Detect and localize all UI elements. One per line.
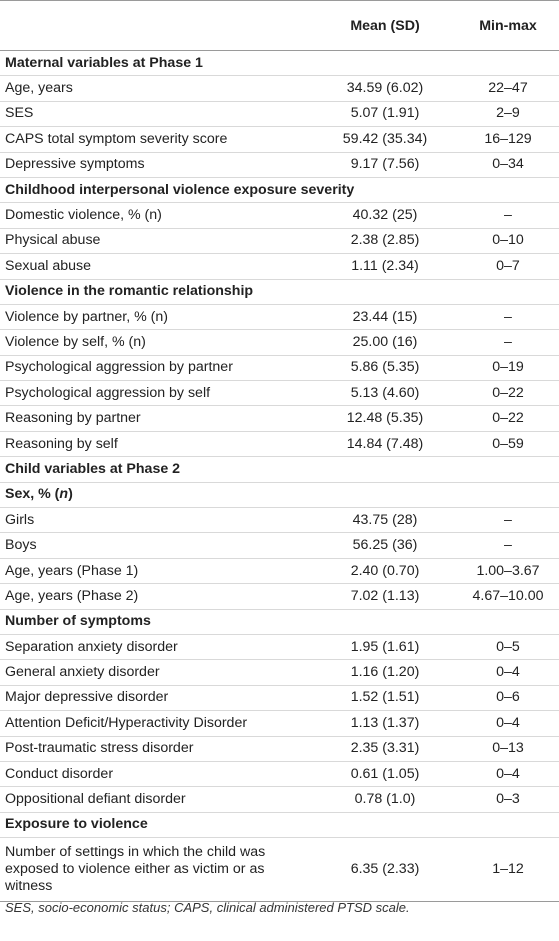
row-min-max: 0–5 xyxy=(457,634,559,659)
section-title-part: ) xyxy=(68,486,73,503)
section-row xyxy=(0,457,559,482)
section-row xyxy=(0,482,559,507)
row-mean-sd: 5.86 (5.35) xyxy=(313,355,457,380)
section-title: Number of symptoms xyxy=(0,609,559,634)
row-mean-sd: 5.13 (4.60) xyxy=(313,381,457,406)
row-min-max: 0–19 xyxy=(457,355,559,380)
row-mean-sd: 1.11 (2.34) xyxy=(313,254,457,279)
section-row xyxy=(0,609,559,634)
row-label: Attention Deficit/Hyperactivity Disorder xyxy=(0,711,313,736)
row-min-max: 0–4 xyxy=(457,761,559,786)
table-footnote: SES, socio-economic status; CAPS, clinical administered PTSD scale. xyxy=(5,900,410,915)
row-label: Physical abuse xyxy=(0,228,313,253)
table-body xyxy=(0,51,559,902)
row-min-max: 0–22 xyxy=(457,381,559,406)
row-min-max: 0–59 xyxy=(457,431,559,456)
row-mean-sd: 1.13 (1.37) xyxy=(313,711,457,736)
row-label: Age, years (Phase 2) xyxy=(0,584,313,609)
row-label: Boys xyxy=(0,533,313,558)
table-row xyxy=(0,761,559,786)
row-mean-sd: 0.78 (1.0) xyxy=(313,787,457,812)
row-mean-sd: 2.35 (3.31) xyxy=(313,736,457,761)
row-min-max: – xyxy=(457,330,559,355)
row-label: Girls xyxy=(0,508,313,533)
row-label: Separation anxiety disorder xyxy=(0,634,313,659)
row-min-max: 0–7 xyxy=(457,254,559,279)
table-row xyxy=(0,101,559,126)
row-mean-sd: 34.59 (6.02) xyxy=(313,76,457,101)
row-mean-sd: 43.75 (28) xyxy=(313,508,457,533)
row-min-max: 2–9 xyxy=(457,101,559,126)
table-row xyxy=(0,152,559,177)
header-variable xyxy=(0,1,313,51)
row-min-max: – xyxy=(457,508,559,533)
row-mean-sd: 2.40 (0.70) xyxy=(313,558,457,583)
row-mean-sd: 1.16 (1.20) xyxy=(313,660,457,685)
table-row xyxy=(0,381,559,406)
section-row xyxy=(0,177,559,202)
table-row xyxy=(0,508,559,533)
section-title: Child variables at Phase 2 xyxy=(0,457,559,482)
section-title-italic: n xyxy=(59,486,69,503)
row-mean-sd: 9.17 (7.56) xyxy=(313,152,457,177)
header-min-max: Min-max xyxy=(457,1,559,51)
row-mean-sd: 40.32 (25) xyxy=(313,203,457,228)
row-min-max: – xyxy=(457,533,559,558)
row-mean-sd: 1.95 (1.61) xyxy=(313,634,457,659)
table-row xyxy=(0,355,559,380)
table-row xyxy=(0,736,559,761)
table-row xyxy=(0,304,559,329)
table-row xyxy=(0,203,559,228)
row-label: Major depressive disorder xyxy=(0,685,313,710)
row-label: Age, years (Phase 1) xyxy=(0,558,313,583)
row-min-max: 4.67–10.00 xyxy=(457,584,559,609)
section-title: Maternal variables at Phase 1 xyxy=(0,51,559,76)
row-min-max: 22–47 xyxy=(457,76,559,101)
row-mean-sd: 25.00 (16) xyxy=(313,330,457,355)
row-min-max: 1.00–3.67 xyxy=(457,558,559,583)
row-label: Age, years xyxy=(0,76,313,101)
table-row xyxy=(0,431,559,456)
row-mean-sd: 5.07 (1.91) xyxy=(313,101,457,126)
table-row xyxy=(0,228,559,253)
row-mean-sd: 6.35 (2.33) xyxy=(313,838,457,902)
row-mean-sd: 56.25 (36) xyxy=(313,533,457,558)
table-row xyxy=(0,584,559,609)
row-min-max: 0–22 xyxy=(457,406,559,431)
table-row xyxy=(0,254,559,279)
section-title: Exposure to violence xyxy=(0,812,559,837)
table-row xyxy=(0,660,559,685)
section-title xyxy=(0,482,559,507)
row-label: Psychological aggression by self xyxy=(0,381,313,406)
row-mean-sd: 7.02 (1.13) xyxy=(313,584,457,609)
section-row xyxy=(0,812,559,837)
section-row xyxy=(0,279,559,304)
row-label: CAPS total symptom severity score xyxy=(0,127,313,152)
section-title: Violence in the romantic relationship xyxy=(0,279,559,304)
row-label: Psychological aggression by partner xyxy=(0,355,313,380)
row-mean-sd: 12.48 (5.35) xyxy=(313,406,457,431)
header-mean-sd: Mean (SD) xyxy=(313,1,457,51)
row-min-max: 0–4 xyxy=(457,711,559,736)
row-mean-sd: 14.84 (7.48) xyxy=(313,431,457,456)
section-title: Childhood interpersonal violence exposure severity xyxy=(0,177,559,202)
row-label: Post-traumatic stress disorder xyxy=(0,736,313,761)
table-row xyxy=(0,685,559,710)
row-label: Reasoning by self xyxy=(0,431,313,456)
row-label: Reasoning by partner xyxy=(0,406,313,431)
row-min-max: 0–6 xyxy=(457,685,559,710)
table-row xyxy=(0,634,559,659)
row-label: Oppositional defiant disorder xyxy=(0,787,313,812)
table-row xyxy=(0,330,559,355)
table-row xyxy=(0,533,559,558)
row-label: Domestic violence, % (n) xyxy=(0,203,313,228)
table-row xyxy=(0,406,559,431)
table-row xyxy=(0,127,559,152)
table-row xyxy=(0,838,559,902)
row-min-max: 0–4 xyxy=(457,660,559,685)
header-row xyxy=(0,1,559,51)
row-label: Sexual abuse xyxy=(0,254,313,279)
row-min-max: 0–3 xyxy=(457,787,559,812)
row-label: General anxiety disorder xyxy=(0,660,313,685)
row-mean-sd: 1.52 (1.51) xyxy=(313,685,457,710)
row-min-max: – xyxy=(457,304,559,329)
row-label: Violence by self, % (n) xyxy=(0,330,313,355)
table-row xyxy=(0,558,559,583)
section-title-part: Sex, % ( xyxy=(5,486,60,503)
table-row xyxy=(0,76,559,101)
row-label: Conduct disorder xyxy=(0,761,313,786)
row-label: Violence by partner, % (n) xyxy=(0,304,313,329)
table-row xyxy=(0,711,559,736)
row-min-max: 0–34 xyxy=(457,152,559,177)
row-mean-sd: 0.61 (1.05) xyxy=(313,761,457,786)
row-label: Number of settings in which the child was exposed to violence either as victim or as witness xyxy=(0,838,313,902)
row-min-max: 1–12 xyxy=(457,838,559,902)
row-min-max: 16–129 xyxy=(457,127,559,152)
row-min-max: – xyxy=(457,203,559,228)
row-mean-sd: 59.42 (35.34) xyxy=(313,127,457,152)
row-mean-sd: 23.44 (15) xyxy=(313,304,457,329)
row-mean-sd: 2.38 (2.85) xyxy=(313,228,457,253)
row-min-max: 0–10 xyxy=(457,228,559,253)
section-row xyxy=(0,51,559,76)
row-label: SES xyxy=(0,101,313,126)
row-label: Depressive symptoms xyxy=(0,152,313,177)
row-min-max: 0–13 xyxy=(457,736,559,761)
table-row xyxy=(0,787,559,812)
